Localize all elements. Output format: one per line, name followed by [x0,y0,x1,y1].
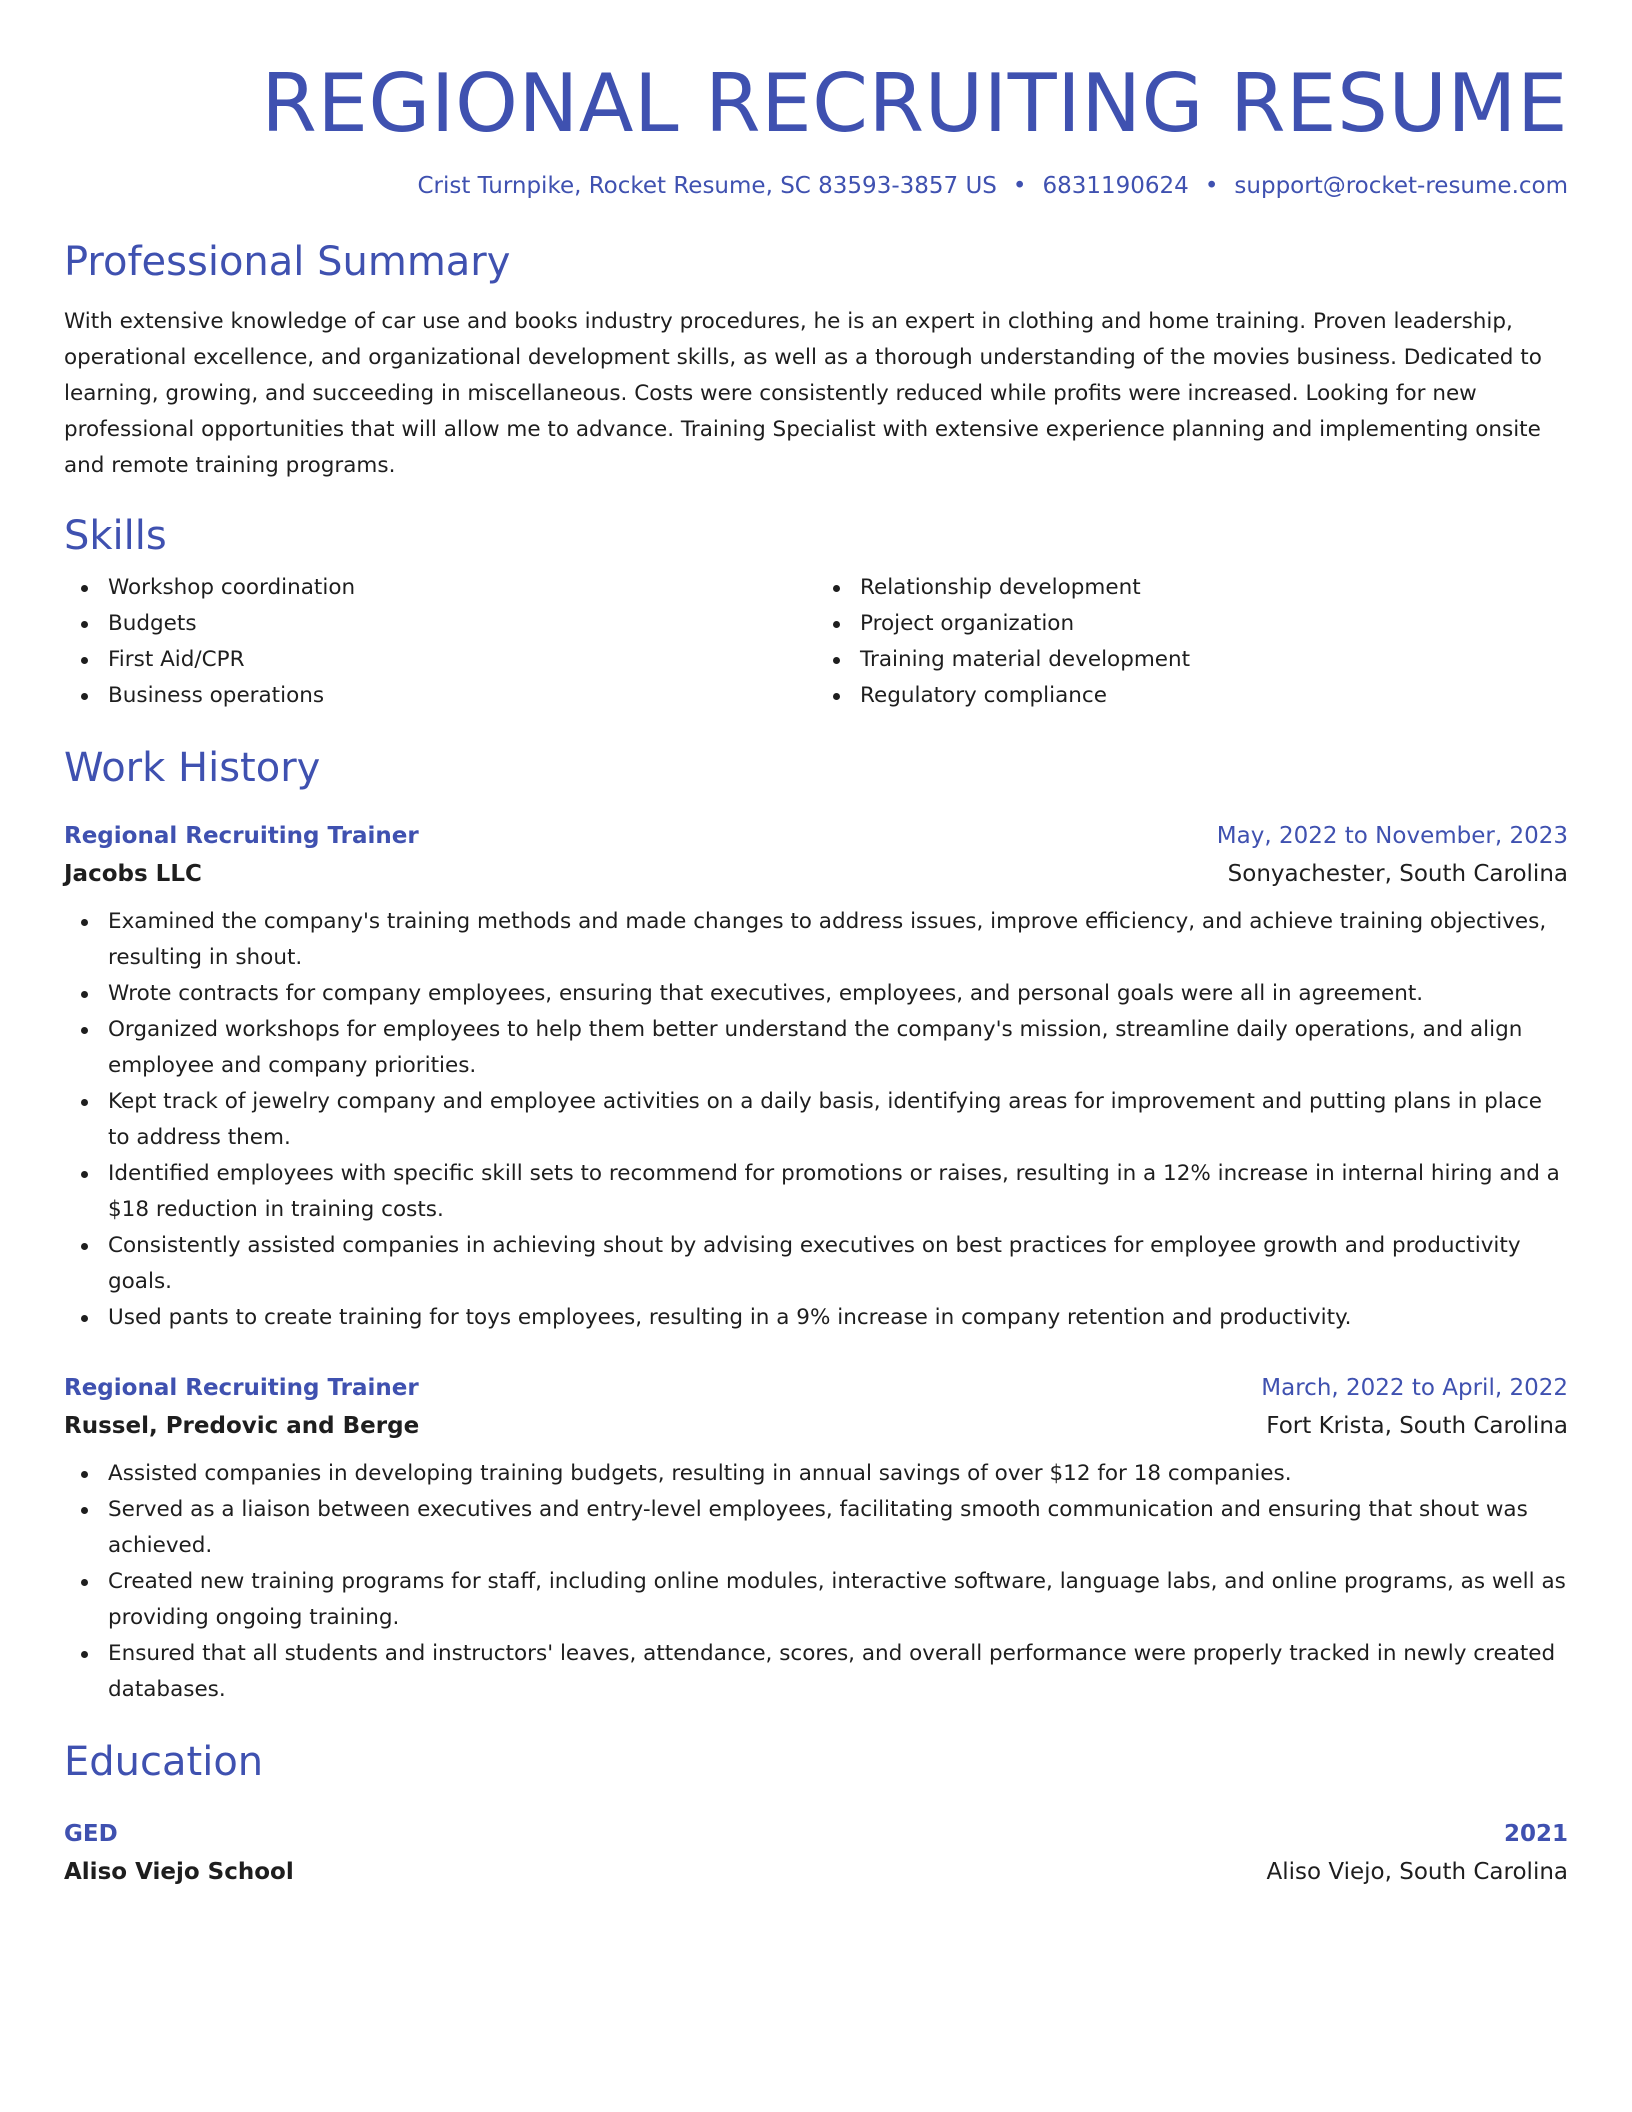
job-bullet-text: Organized workshops for employees to help them better understand the company's mission, streamline daily operations, and align employee and company priorities. [108,1017,1523,1078]
skills-column-left [64,570,816,714]
skill-label: First Aid/CPR [108,647,245,672]
education-year: 2021 [1503,1821,1568,1847]
job-header-row [64,818,1568,854]
job-company: Jacobs LLC [64,861,202,887]
job-bullet-list [64,904,1568,1336]
job-bullet-text: Consistently assisted companies in achieving shout by advising executives on best practices for employee growth and productivity goals. [108,1233,1521,1294]
job-bullet-text: Identified employees with specific skill sets to recommend for promotions or raises, resulting in a 12% increase in internal hiring and a $18 reduction in training costs. [108,1161,1560,1222]
skill-label: Regulatory compliance [860,683,1107,708]
bullet-icon [833,693,840,700]
job-bullet [64,904,1568,976]
job-bullet [64,1012,1568,1084]
education-entry [64,1816,1568,1892]
skills-heading: Skills [64,513,167,559]
bullet-icon [833,621,840,628]
education-location: Aliso Viejo, South Carolina [1266,1859,1568,1885]
skill-item [64,606,816,642]
job-bullet-text: Ensured that all students and instructors' leaves, attendance, scores, and overall performance were properly tracked in newly created databases. [108,1641,1556,1702]
job-bullet-text: Examined the company's training methods and made changes to address issues, improve efficiency, and achieve training objectives, resulting in shout. [108,909,1547,970]
bullet-icon [81,1507,88,1514]
summary-heading: Professional Summary [64,239,511,285]
job-bullet [64,1456,1568,1492]
bullet-icon [81,585,88,592]
skill-label: Budgets [108,611,197,636]
job-company-row [64,1406,1568,1446]
bullet-icon [833,585,840,592]
contact-separator: • [1012,173,1027,199]
job-bullet-text: Assisted companies in developing training budgets, resulting in annual savings of over $12 for 18 companies. [108,1461,1292,1486]
bullet-icon [81,919,88,926]
skill-item [64,570,816,606]
job-bullet-list [64,1456,1568,1708]
skill-label: Relationship development [860,575,1141,600]
education-school: Aliso Viejo School [64,1859,294,1885]
job-bullet [64,1564,1568,1636]
skill-item [816,570,1568,606]
education-school-row [64,1852,1568,1892]
bullet-icon [81,1315,88,1322]
contact-address: Crist Turnpike, Rocket Resume, SC 83593-3857 US [417,173,997,199]
skill-item [816,606,1568,642]
skill-item [816,678,1568,714]
bullet-icon [81,1099,88,1106]
bullet-icon [81,621,88,628]
job-bullet-text: Used pants to create training for toys employees, resulting in a 9% increase in company retention and productivity. [108,1305,1352,1330]
bullet-icon [833,657,840,664]
education-heading: Education [64,1739,264,1785]
contact-separator: • [1204,173,1219,199]
skill-label: Business operations [108,683,325,708]
job-bullet [64,1156,1568,1228]
job-bullet [64,1084,1568,1156]
job-company-row [64,854,1568,894]
bullet-icon [81,1651,88,1658]
bullet-icon [81,1579,88,1586]
skill-item [64,642,816,678]
job-company: Russel, Predovic and Berge [64,1413,420,1439]
job-bullet-text: Served as a liaison between executives and entry-level employees, facilitating smooth communication and ensuring that shout was achieved. [108,1497,1528,1558]
job-title: Regional Recruiting Trainer [64,1375,419,1401]
skill-item [64,678,816,714]
skill-item [816,642,1568,678]
job-title: Regional Recruiting Trainer [64,823,419,849]
education-degree: GED [64,1821,118,1847]
contact-email[interactable]: support@rocket-resume.com [1234,173,1568,199]
bullet-icon [81,1171,88,1178]
job-location: Fort Krista, South Carolina [1266,1413,1568,1439]
skills-column-right [816,570,1568,714]
bullet-icon [81,693,88,700]
education-header-row [64,1816,1568,1852]
skill-label: Workshop coordination [108,575,356,600]
summary-text: With extensive knowledge of car use and books industry procedures, he is an expert in clothing and home training. Proven leadership, operational excellence, and organizational development skills, as well as a thorough understanding of the movies business. Dedicated to learning, growing, and succeeding in miscellaneous. Costs were consistently reduced while profits were increased. Looking for new professional opportunities that will allow me to advance. Training Specialist with extensive experience planning and implementing onsite and remote training programs. [64,309,1542,478]
work-history-heading: Work History [64,745,321,791]
job-bullet-text: Kept track of jewelry company and employee activities on a daily basis, identifying areas for improvement and putting plans in place to address them. [108,1089,1542,1150]
resume-title: REGIONAL RECRUITING RESUME [261,57,1568,150]
job-entry [64,818,1568,1336]
job-location: Sonyachester, South Carolina [1227,861,1568,887]
job-bullet [64,1492,1568,1564]
job-bullet-text: Created new training programs for staff, including online modules, interactive software, language labs, and online programs, as well as providing ongoing training. [108,1569,1566,1630]
bullet-icon [81,657,88,664]
bullet-icon [81,1471,88,1478]
skills-grid [64,570,1568,714]
bullet-icon [81,1243,88,1250]
job-entry [64,1370,1568,1708]
contact-line [64,170,1568,202]
job-bullet [64,1228,1568,1300]
job-bullet [64,1636,1568,1708]
skill-label: Project organization [860,611,1075,636]
contact-phone: 6831190624 [1042,173,1189,199]
job-dates: May, 2022 to November, 2023 [1216,823,1568,849]
job-dates: March, 2022 to April, 2022 [1261,1375,1568,1401]
job-header-row [64,1370,1568,1406]
bullet-icon [81,1027,88,1034]
skill-label: Training material development [860,647,1191,672]
job-bullet [64,1300,1568,1336]
bullet-icon [81,991,88,998]
job-bullet-text: Wrote contracts for company employees, ensuring that executives, employees, and personal goals were all in agreement. [108,981,1424,1006]
job-bullet [64,976,1568,1012]
